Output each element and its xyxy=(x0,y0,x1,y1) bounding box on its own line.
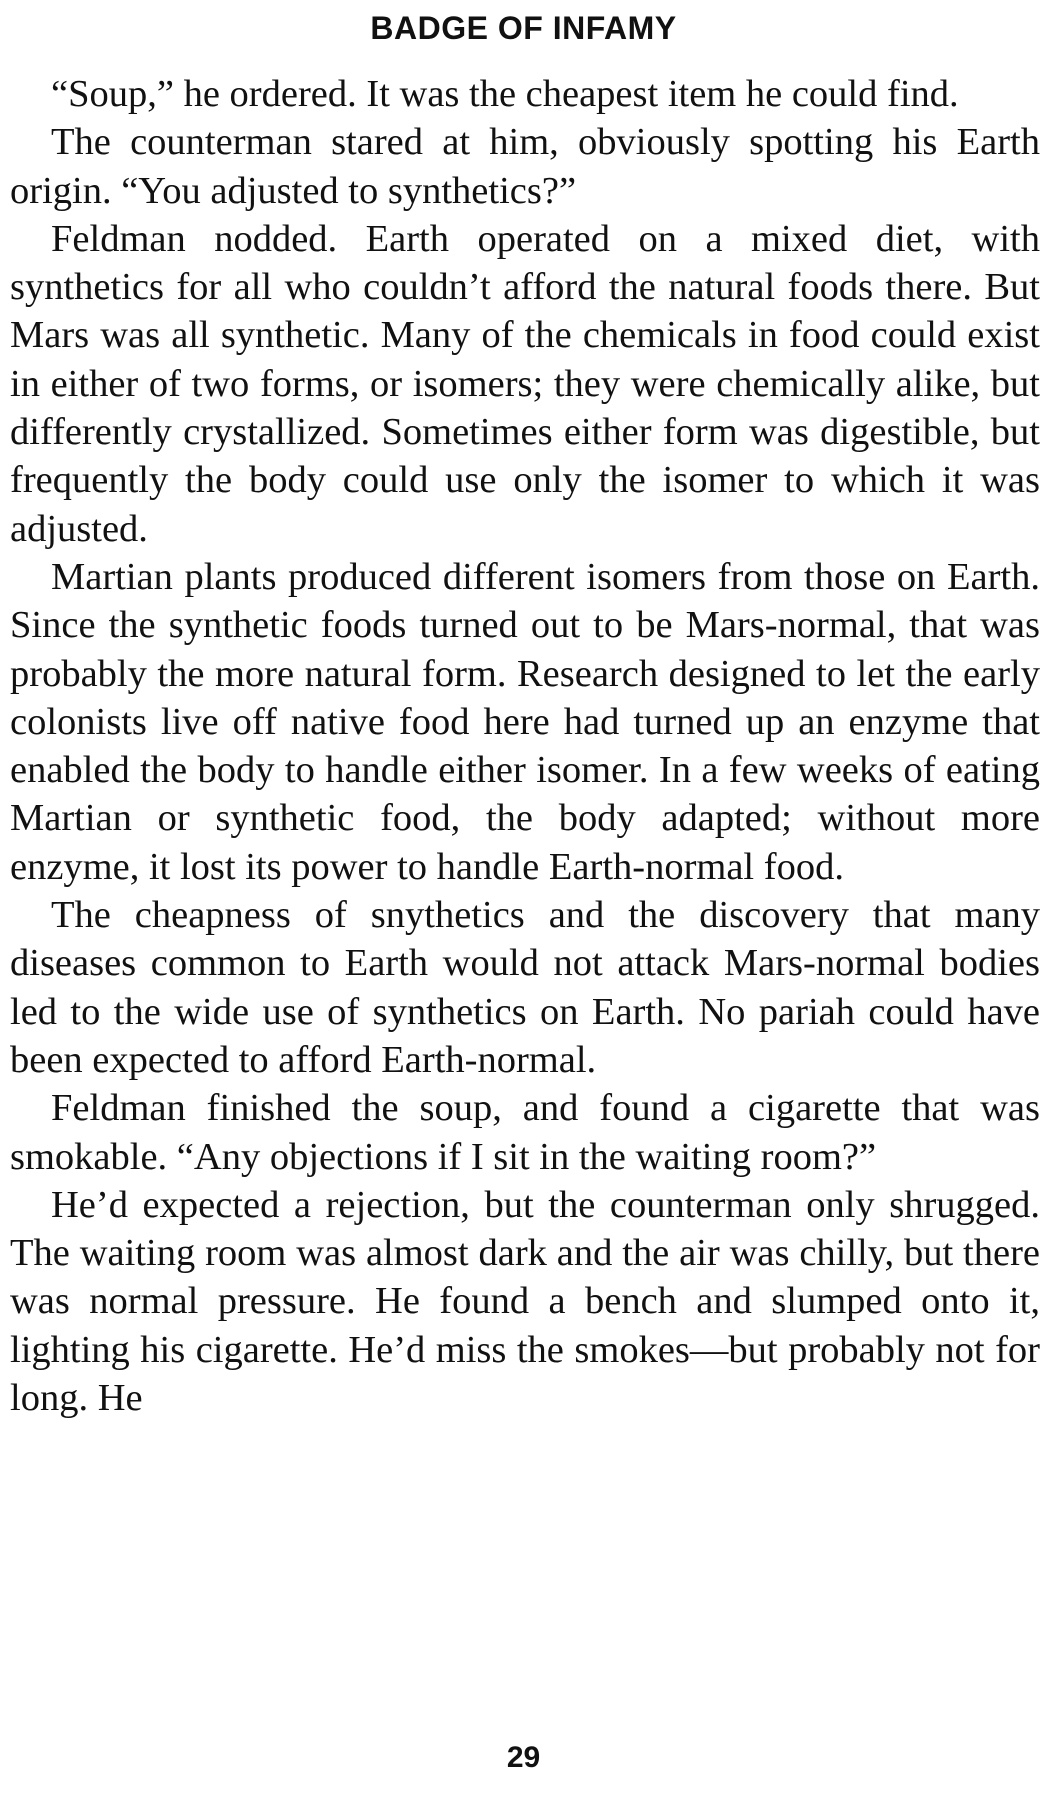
paragraph: Feldman nodded. Earth operated on a mixed diet, with synthetics for all who couldn’t afford the natural foods there. But Mars was all synthetic. Many of the chemicals in food could exist in either of two forms, or isomers; they were chemically alike, but differently crystallized. Sometimes either form was digestible, but frequently the body could use only the isomer to which it was adjusted. xyxy=(10,217,1040,550)
body-text xyxy=(10,70,1040,1422)
paragraph: He’d expected a rejection, but the counterman only shrugged. The waiting room was almost dark and the air was chilly, but there was normal pressure. He found a bench and slumped onto it, lighting his cigarette. He’d miss the smokes—but probably not for long. He xyxy=(10,1183,1040,1420)
paragraph: The counterman stared at him, obviously spotting his Earth origin. “You adjusted to synthetics?” xyxy=(10,121,1040,212)
paragraph: Martian plants produced different isomers from those on Earth. Since the synthetic foods turned out to be Mars-normal, that was probably the more natural form. Research designed to let the early colonists live off native food here had turned up an enzyme that enabled the body to handle either isomer. In a few weeks of eating Martian or synthetic food, the body adapted; without more enzyme, it lost its power to handle Earth-normal food. xyxy=(10,555,1040,888)
paragraph: The cheapness of snythetics and the discovery that many diseases common to Earth would not attack Mars-normal bodies led to the wide use of synthetics on Earth. No pariah could have been expected to afford Earth-normal. xyxy=(10,894,1040,1081)
paragraph: “Soup,” he ordered. It was the cheapest item he could find. xyxy=(51,73,959,115)
running-head-title: BADGE OF INFAMY xyxy=(370,10,677,46)
paragraph: Feldman finished the soup, and found a cigarette that was smokable. “Any objections if I sit in the waiting room?” xyxy=(10,1087,1040,1178)
page-number: 29 xyxy=(506,1741,541,1774)
